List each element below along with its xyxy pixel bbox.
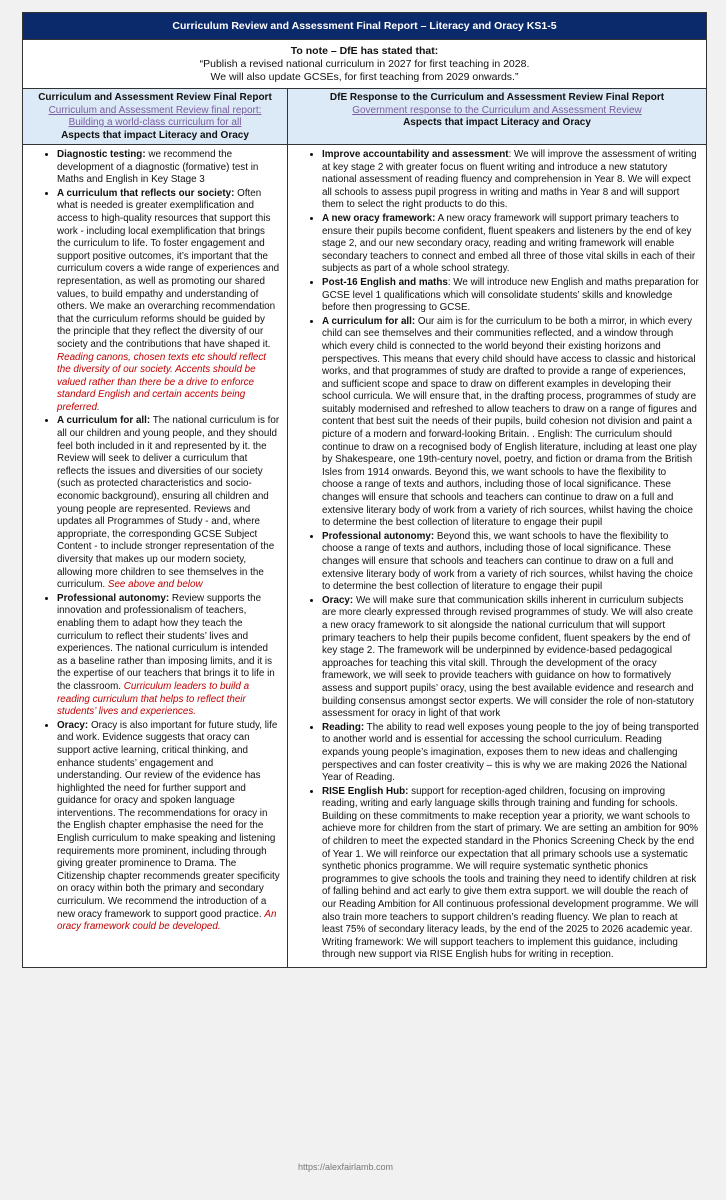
comparison-columns xyxy=(23,89,706,967)
item-text: Review supports the innovation and professionalism of teachers, enabling them to adapt how they teach the curriculum to reflect their students’ lives and experiences. The national curriculum is intended as a baseline rather than imposing limits, and it is the expertise of our teachers that brings it to life in the classroom. xyxy=(57,592,275,692)
response-points-list xyxy=(288,145,706,967)
response-column-title: DfE Response to the Curriculum and Assessment Review Final Report xyxy=(329,92,665,103)
item-heading: Professional autonomy: xyxy=(57,592,170,604)
note-line-1: “Publish a revised national curriculum in 2027 for first teaching in 2028. xyxy=(199,58,530,70)
response-column-header xyxy=(288,89,706,145)
item-text: The ability to read well exposes young people to the joy of being transported to another world and is essential for accessing the school curriculum. Reading expands young people’s imagination, exposes them to new ideas and challenging perspectives and can foster creativity – this is why we are making 2026 the National Year of Reading. xyxy=(322,721,699,784)
review-report-link-line-2[interactable]: Building a world-class curriculum for all xyxy=(68,117,242,128)
note-line-2: We will also update GCSEs, for first teaching from 2029 onwards.” xyxy=(210,71,519,83)
item-text: Often what is needed is greater exemplification and access to high-quality resources that support this work - including local exemplification that brings the curriculum to life. To foster engagement and support positive outcomes, it’s important that the curriculum covers a wide range of experiences and representation, as well as promoting our shared values, to build empathy and understanding of others. We make an overarching recommendation that the curriculum reforms should be guided by the principle that they reflect the diversity of our society and the contributions that have shaped it. xyxy=(57,187,280,350)
list-item xyxy=(322,531,700,594)
review-points-list xyxy=(23,145,287,939)
item-heading: A curriculum for all: xyxy=(322,315,416,327)
review-column-title: Curriculum and Assessment Review Final Report xyxy=(38,92,272,103)
item-heading: A new oracy framework: xyxy=(322,212,436,224)
item-comment: An oracy framework could be developed. xyxy=(57,908,277,933)
item-heading: RISE English Hub: xyxy=(322,785,409,797)
list-item xyxy=(322,316,700,530)
item-text: : We will introduce new English and maths preparation for GCSE level 1 qualifications which will consolidate students’ skills and knowledge before then progressing to GCSE. xyxy=(322,276,699,314)
dfe-note xyxy=(23,40,706,89)
review-column-subtitle: Aspects that impact Literacy and Oracy xyxy=(61,129,249,141)
item-heading: Post-16 English and maths xyxy=(322,276,448,288)
list-item xyxy=(57,593,281,719)
list-item xyxy=(322,595,700,721)
item-text: The national curriculum is for all our children and young people, and they should feel both included in it and represented by it. the Review will seek to deliver a curriculum that reflects the issues and diversities of our society (such as protected characteristics and socio-economic background), ensuring all children and young people are represented. Reviews and updates all Programmes of Study - and, where appropriate, the corresponding GCSE Subject Content - to include stronger representation of the diversity that makes up our modern society, allowing more children to see themselves in the curriculum. xyxy=(57,415,280,591)
item-heading: Improve accountability and assessment xyxy=(322,149,509,160)
list-item xyxy=(57,188,281,415)
report-title: Curriculum Review and Assessment Final Report – Literacy and Oracy KS1-5 xyxy=(23,13,706,40)
response-column xyxy=(288,89,706,967)
list-item xyxy=(57,720,281,934)
list-item xyxy=(322,213,700,276)
item-text: Our aim is for the curriculum to be both a mirror, in which every child can see themselves and their communities reflected, and a window through which every child is connected to the world beyond their existing horizons and perspectives. This means that every child should have access to classic and historical works, and that programmes of study are drafted to provide a range of experiences, and sufficient scope and space to draw on different examples in developing their school curricula. We will ensure that, in the drafting process, programmes of study are suitably modernised and refreshed to allow teachers to draw on a range of figures and content that best suit the needs of their pupils, build cohesion not division and paint a picture of a modern and forward-looking Britain. . English: The curriculum should continue to draw on a recognised body of English literature, including at least one play by Shakespeare, one 19th-century novel, poetry, and fiction or drama from the British Isles from 1914 onwards. Beyond this, we want schools to have the flexibility to choose a range of texts and authors, including those of local significance. These changes will ensure that schools and teachers can continue to draw on a full and extensive literary body of work from a variety of rich sources, whilst having the choice to determine the best collection of literature to engage their pupil xyxy=(322,315,697,529)
item-comment: Reading canons, chosen texts etc should reflect the diversity of our society. Accents should be valued rather than there be a drive to enforce standard English and certain accents being preferred. xyxy=(57,351,267,413)
item-text: A new oracy framework will support primary teachers to ensure their pupils become confident, fluent speakers and listeners by the end of key stage 2, and our new secondary oracy, reading and writing framework will enable secondary teachers to connect and embed all three of those vital skills in each of their subjects as part of a whole school strategy. xyxy=(322,212,696,275)
item-comment: See above and below xyxy=(107,579,203,591)
item-heading: Oracy: xyxy=(57,719,89,731)
item-heading: Oracy: xyxy=(322,594,354,606)
report-table xyxy=(22,12,707,968)
item-text: Oracy is also important for future study, life and work. Evidence suggests that oracy can support active learning, critical thinking, and enhance students’ engagement and understanding. Our review of the evidence has highlighted the need for further support and guidance for oracy and spoken language interventions. The recommendations for oracy in the English chapter emphasise the need for the English curriculum to make speaking and listening requirements more prominent, including through giving greater prominence to Drama. The Citizenship chapter recommends greater specificity on oracy within both the primary and secondary curriculum. We recommend the introduction of a new oracy framework to support good practice. xyxy=(57,719,280,920)
item-text: We will make sure that communication skills inherent in curriculum subjects are more clearly expressed through revised programmes of study. We will also create a new oracy framework to sit alongside the national curriculum that will support primary teachers to help their pupils become confident, fluent speakers by the end of key stage 2. The framework will be underpinned by evidence-based pedagogical approaches for teaching this vital skill. Through the development of the oracy framework, we will seek to provide teachers with guidance on how to formatively assess and support pupils’ oracy, using the best available evidence and research and building consensus amongst sector experts. We will consider the role of non-statutory assessment for oracy in light of that work xyxy=(322,594,694,720)
list-item xyxy=(322,277,700,315)
response-column-subtitle: Aspects that impact Literacy and Oracy xyxy=(403,117,591,128)
item-heading: A curriculum for all: xyxy=(57,415,151,427)
item-heading: A curriculum that reflects our society: xyxy=(57,187,235,199)
item-heading: Reading: xyxy=(322,721,365,733)
note-title: To note – DfE has stated that: xyxy=(290,45,439,57)
list-item xyxy=(57,415,281,591)
list-item xyxy=(57,149,281,187)
government-response-link[interactable]: Government response to the Curriculum and Assessment Review xyxy=(352,104,642,116)
item-text: support for reception-aged children, focusing on improving reading, writing and early language skills through training and funding for schools. Building on these commitments to make reception year a priority, we want schools to achieve more for children from the start of primary. We are setting an ambition for 90% of children to meet the expected standard in the Phonics Screening Check by the end of Year 1. We will reinforce our expectation that all primary schools use a systematic synthetic phonics programme. We will require systematic synthetic phonics programmes to give schools the tools and training they need to identify children at risk of falling behind and act early to give them extra support. we will double the reach of our Reading Ambition for All continuous professional development programme. We will also train more teachers to support children’s reading fluency. We plan to reach at least 75% of secondary literacy leads, by the end of the 2025 to 2026 academic year. Writing framework: We will support teachers to implement this guidance, including through new support via RISE English hubs for writing in reception. xyxy=(322,785,699,961)
review-report-link[interactable]: Curriculum and Assessment Review final report: xyxy=(48,104,262,116)
review-column xyxy=(23,89,288,967)
item-text: Beyond this, we want schools to have the flexibility to choose a range of texts and authors, including those of local significance. These changes will ensure that schools and teachers can continue to draw on a full and extensive literary body of work from a variety of rich sources, whilst having the choice to determine the best collection of literature to engage their pupil xyxy=(322,530,693,593)
watermark-url: https://alexfairlamb.com xyxy=(298,1162,394,1172)
list-item xyxy=(322,722,700,785)
list-item xyxy=(322,149,700,212)
item-heading: Diagnostic testing: xyxy=(57,149,146,160)
item-comment: Curriculum leaders to build a reading curriculum that helps to reflect their students’ lives and experiences. xyxy=(57,680,250,718)
item-heading: Professional autonomy: xyxy=(322,530,435,542)
item-text: we recommend the development of a diagnostic (formative) test in Maths and English in Key Stage 3 xyxy=(57,149,259,186)
item-text: : We will improve the assessment of writing at key stage 2 with greater focus on fluent writing and introduce a new statutory national assessment of reading fluency and comprehension in Year 8. We will expect all schools to assess pupil progress in writing and maths in Year 8 and will support them to select the right products to do this. xyxy=(322,149,697,211)
list-item xyxy=(322,786,700,962)
review-column-header xyxy=(23,89,287,145)
